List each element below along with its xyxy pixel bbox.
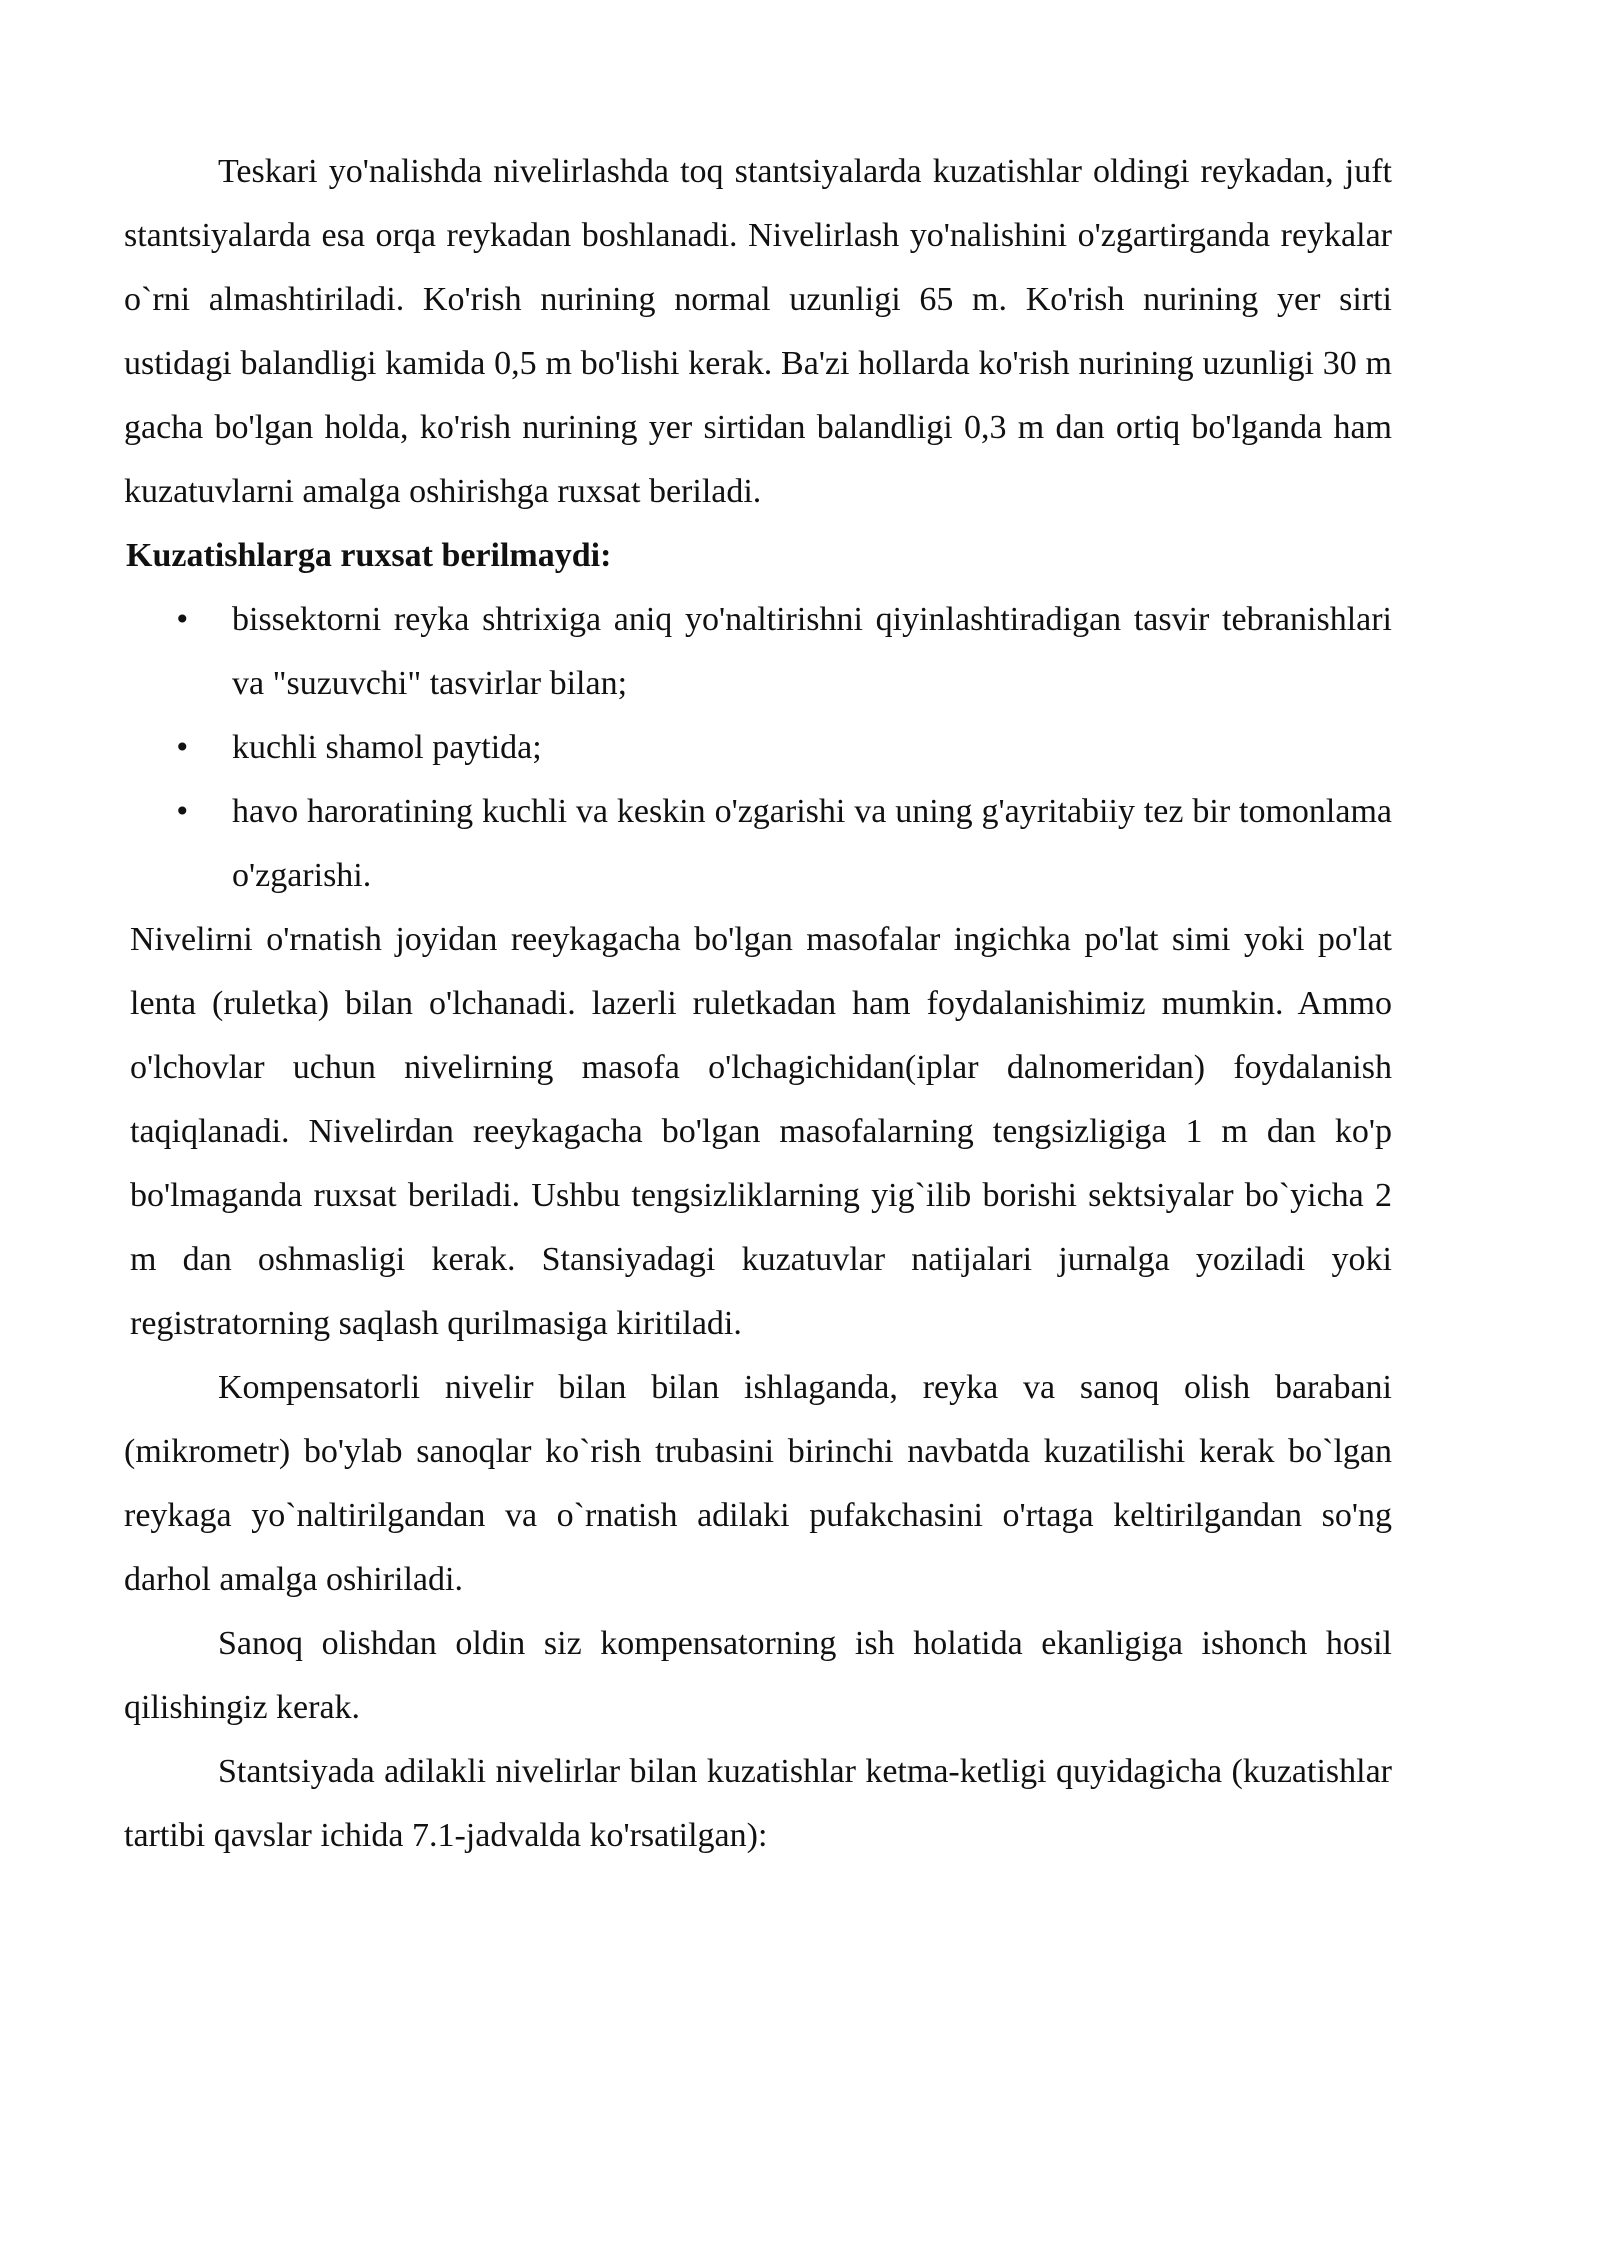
bullet-icon: • (174, 603, 191, 636)
list-item-text: kuchli shamol paytida; (232, 729, 542, 766)
restrictions-list (124, 588, 1392, 908)
section-heading: Kuzatishlarga ruxsat berilmaydi: (126, 537, 612, 574)
paragraph-station-sequence: Stantsiyada adilakli nivelirlar bilan kuzatishlar ketma-ketligi quyidagicha (kuzatishlar tartibi qavslar ichida 7.1-jadvalda ko'rsatilgan): (124, 1753, 1392, 1854)
bullet-icon: • (174, 731, 191, 764)
paragraph-distance-measurement: Nivelirni o'rnatish joyidan reeykagacha bo'lgan masofalar ingichka po'lat simi yoki po'lat lenta (ruletka) bilan o'lchanadi. lazerli ruletkadan ham foydalanishimiz mumkin. Ammo o'lchovlar uchun nivelirning masofa o'lchagichidan(iplar dalnomeridan) foydalanish taqiqlanadi. Nivelirdan reeykagacha bo'lgan masofalarning tengsizligiga 1 m dan ko'p bo'lmaganda ruxsat beriladi. Ushbu tengsizliklarning yig`ilib borishi sektsiyalar bo`yicha 2 m dan oshmasligi kerak. Stansiyadagi kuzatuvlar natijalari jurnalga yoziladi yoki registratorning saqlash qurilmasiga kiritiladi. (130, 921, 1392, 1342)
paragraph-compensator-reading: Kompensatorli nivelir bilan bilan ishlaganda, reyka va sanoq olish barabani (mikrometr) bo'ylab sanoqlar ko`rish trubasini birinchi navbatda kuzatilishi kerak bo`lgan reykaga yo`naltirilgandan va o`rnatish adilaki pufakchasini o'rtaga keltirilgandan so'ng darhol amalga oshiriladi. (124, 1369, 1392, 1598)
list-item (124, 780, 1392, 908)
list-item-text: bissektorni reyka shtrixiga aniq yo'naltirishni qiyinlashtiradigan tasvir tebranishlari va "suzuvchi" tasvirlar bilan; (232, 601, 1392, 702)
document-page (124, 140, 1392, 1868)
paragraph-compensator-check: Sanoq olishdan oldin siz kompensatorning ish holatida ekanligiga ishonch hosil qilishingiz kerak. (124, 1625, 1392, 1726)
bullet-icon: • (174, 795, 191, 828)
paragraph-observation-order: Teskari yo'nalishda nivelirlashda toq stantsiyalarda kuzatishlar oldingi reykadan, juft stantsiyalarda esa orqa reykadan boshlanadi. Nivelirlash yo'nalishini o'zgartirganda reykalar o`rni almashtiriladi. Ko'rish nurining normal uzunligi 65 m. Ko'rish nurining yer sirti ustidagi balandligi kamida 0,5 m bo'lishi kerak. Ba'zi hollarda ko'rish nurining uzunligi 30 m gacha bo'lgan holda, ko'rish nurining yer sirtidan balandligi 0,3 m dan ortiq bo'lganda ham kuzatuvlarni amalga oshirishga ruxsat beriladi. (124, 153, 1392, 510)
list-item (124, 716, 1392, 780)
list-item (124, 588, 1392, 716)
list-item-text: havo haroratining kuchli va keskin o'zgarishi va uning g'ayritabiiy tez bir tomonlama o'zgarishi. (232, 793, 1392, 894)
